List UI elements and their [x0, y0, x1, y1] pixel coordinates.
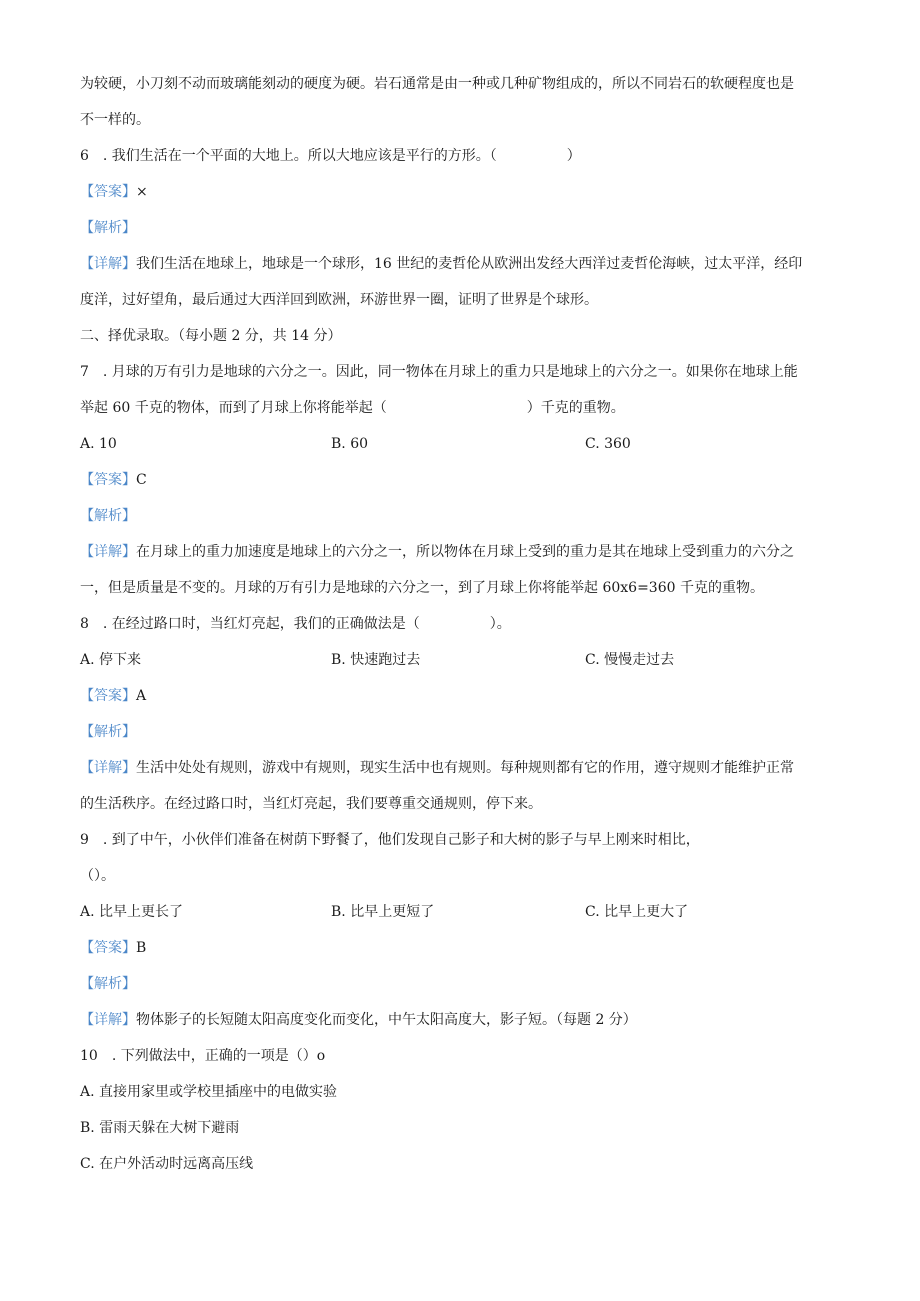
option-b: B. 比早上更短了 [331, 904, 435, 920]
question-10: 10 . 下列做法中，正确的一项是（）o [80, 1048, 326, 1064]
answer-tag: 【答案】 [80, 184, 136, 200]
option-c: C. 在户外活动时远离高压线 [80, 1156, 254, 1172]
detail-tag: 【详解】 [80, 256, 136, 272]
q6-analysis-tag: 【解析】 [80, 220, 136, 236]
text-line: 不一样的。 [80, 112, 150, 128]
question-6: 6 . 我们生活在一个平面的大地上。所以大地应该是平行的方形。（ ） [80, 148, 581, 164]
q6-answer [80, 182, 148, 202]
option-c: C. 慢慢走过去 [585, 652, 675, 668]
answer-value: × [136, 184, 148, 200]
detail-tag: 【详解】 [80, 760, 136, 776]
section-heading: 二、择优录取。（每小题 2 分，共 14 分） [80, 328, 342, 344]
text-line: 为较硬，小刀刻不动而玻璃能刻动的硬度为硬。岩石通常是由一种或几种矿物组成的，所以不同岩石的软硬程度也是 [80, 76, 794, 92]
detail-text: 生活中处处有规则，游戏中有规则，现实生活中也有规则。每种规则都有它的作用，遵守规则才能维护正常 [136, 760, 794, 776]
detail-text: 我们生活在地球上，地球是一个球形，16 世纪的麦哲伦从欧洲出发经大西洋过麦哲伦海峡，过太平洋，经印 [136, 256, 803, 272]
question-8: 8 . 在经过路口时，当红灯亮起，我们的正确做法是（ ）。 [80, 616, 511, 632]
text-line: （）。 [80, 868, 115, 884]
answer-value: A [136, 688, 147, 704]
q6-detail [80, 254, 802, 274]
detail-text: 在月球上的重力加速度是地球上的六分之一，所以物体在月球上受到的重力是其在地球上受到重力的六分之 [136, 544, 794, 560]
q8-detail [80, 758, 794, 778]
q9-detail [80, 1010, 637, 1030]
option-a: A. 停下来 [80, 652, 142, 668]
option-a: A. 比早上更长了 [80, 904, 184, 920]
text-line: 度洋，过好望角，最后通过大西洋回到欧洲，环游世界一圈，证明了世界是个球形。 [80, 292, 598, 308]
question-7: 7 . 月球的万有引力是地球的六分之一。因此，同一物体在月球上的重力只是地球上的六分之一。如果你在地球上能 [80, 364, 798, 380]
answer-value: C [136, 472, 147, 488]
q7-answer [80, 470, 147, 490]
q9-answer [80, 938, 146, 958]
answer-tag: 【答案】 [80, 472, 136, 488]
q7-detail [80, 542, 794, 562]
option-b: B. 雷雨天躲在大树下避雨 [80, 1120, 240, 1136]
q8-answer [80, 686, 146, 706]
text-line: 的生活秩序。在经过路口时，当红灯亮起，我们要尊重交通规则，停下来。 [80, 796, 542, 812]
answer-tag: 【答案】 [80, 688, 136, 704]
answer-tag: 【答案】 [80, 940, 136, 956]
detail-tag: 【详解】 [80, 544, 136, 560]
option-a: A. 10 [80, 436, 117, 452]
detail-text: 物体影子的长短随太阳高度变化而变化，中午太阳高度大，影子短。（每题 2 分） [136, 1012, 637, 1028]
option-c: C. 比早上更大了 [585, 904, 689, 920]
option-b: B. 60 [331, 436, 369, 452]
q9-analysis-tag: 【解析】 [80, 976, 136, 992]
text-line: 举起 60 千克的物体，而到了月球上你将能举起（ ）千克的重物。 [80, 400, 625, 416]
option-b: B. 快速跑过去 [331, 652, 421, 668]
option-c: C. 360 [585, 436, 631, 452]
q8-analysis-tag: 【解析】 [80, 724, 136, 740]
text-line: 一，但是质量是不变的。月球的万有引力是地球的六分之一，到了月球上你将能举起 60x6=360 千克的重物。 [80, 580, 764, 596]
q7-analysis-tag: 【解析】 [80, 508, 136, 524]
answer-value: B [136, 940, 147, 956]
detail-tag: 【详解】 [80, 1012, 136, 1028]
option-a: A. 直接用家里或学校里插座中的电做实验 [80, 1084, 338, 1100]
question-9: 9 . 到了中午，小伙伴们准备在树荫下野餐了，他们发现自己影子和大树的影子与早上刚来时相比， [80, 832, 700, 848]
